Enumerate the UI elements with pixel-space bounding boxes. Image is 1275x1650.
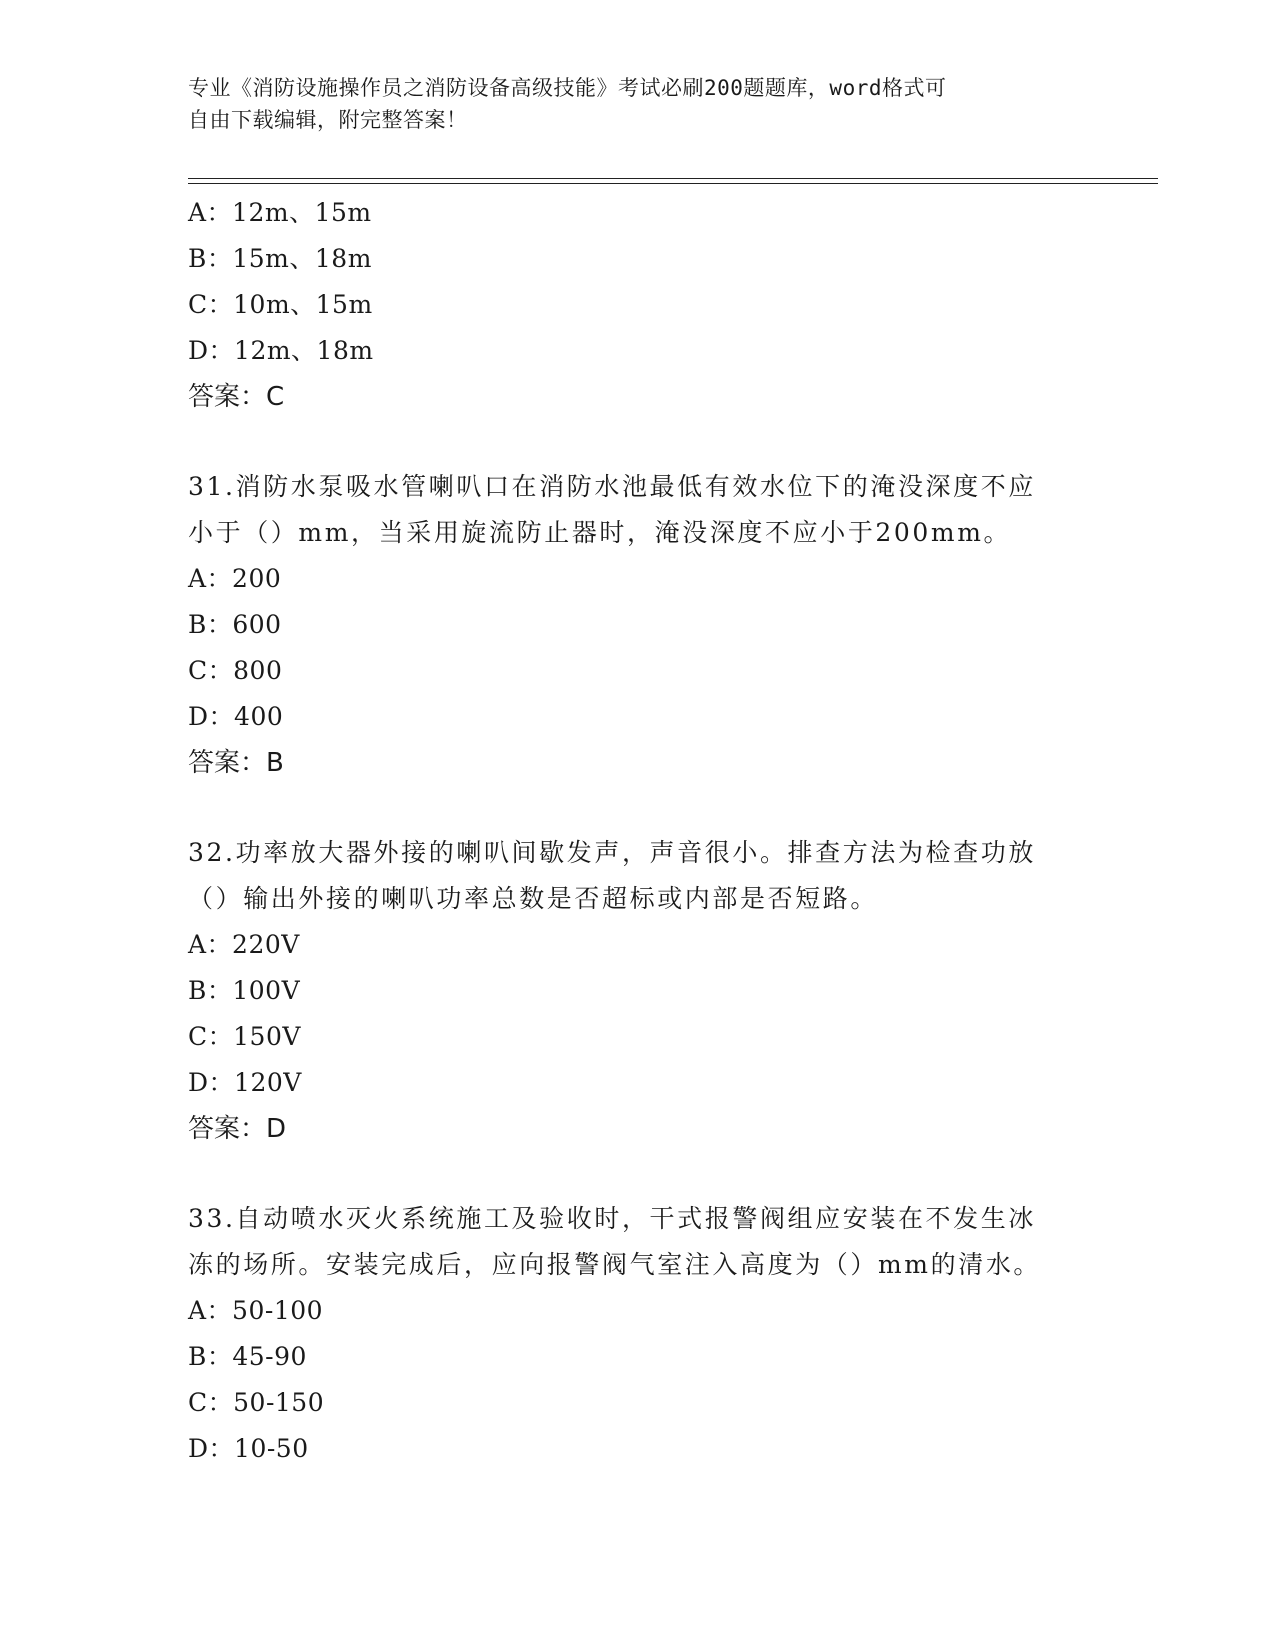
option-c: C：800 <box>188 656 283 685</box>
option-c: C：150V <box>188 1022 301 1051</box>
option-c: C：50-150 <box>188 1388 325 1417</box>
option-c: C：10m、15m <box>188 290 373 319</box>
answer-line: 答案：C <box>188 382 285 412</box>
question-text-line-1: 33.自动喷水灭火系统施工及验收时，干式报警阀组应安装在不发生冰 <box>188 1204 1036 1233</box>
option-b: B：100V <box>188 976 301 1005</box>
answer-line: 答案：B <box>188 748 284 778</box>
option-d: D：120V <box>188 1068 302 1097</box>
option-d: D：12m、18m <box>188 336 374 365</box>
question-text-line-1: 32.功率放大器外接的喇叭间歇发声，声音很小。排查方法为检查功放 <box>188 838 1036 867</box>
question-text-line-1: 31.消防水泵吸水管喇叭口在消防水池最低有效水位下的淹没深度不应 <box>188 472 1036 501</box>
question-31 <box>188 464 1088 786</box>
header-line-2: 自由下载编辑，附完整答案！ <box>188 108 468 132</box>
option-a: A：220V <box>188 930 300 959</box>
question-33 <box>188 1196 1088 1472</box>
question-32 <box>188 830 1088 1152</box>
option-a: A：50-100 <box>188 1296 324 1325</box>
header-divider-top <box>188 178 1158 179</box>
option-a: A：12m、15m <box>188 198 372 227</box>
question-text-line-2: 小于（）mm，当采用旋流防止器时，淹没深度不应小于200mm。 <box>188 518 1012 547</box>
answer-line: 答案：D <box>188 1114 287 1144</box>
option-b: B：600 <box>188 610 282 639</box>
option-d: D：10-50 <box>188 1434 309 1463</box>
question-30-continued <box>188 190 1088 420</box>
header-line-1: 专业《消防设施操作员之消防设备高级技能》考试必刷200题题库，word格式可 <box>188 76 947 100</box>
document-header <box>188 72 1068 136</box>
question-text-line-2: 冻的场所。安装完成后，应向报警阀气室注入高度为（）mm的清水。 <box>188 1250 1042 1279</box>
option-d: D：400 <box>188 702 284 731</box>
option-b: B：45-90 <box>188 1342 307 1371</box>
option-b: B：15m、18m <box>188 244 372 273</box>
document-body <box>188 190 1088 1472</box>
question-text-line-2: （）输出外接的喇叭功率总数是否超标或内部是否短路。 <box>188 884 879 913</box>
option-a: A：200 <box>188 564 282 593</box>
header-divider-bottom <box>188 183 1158 184</box>
